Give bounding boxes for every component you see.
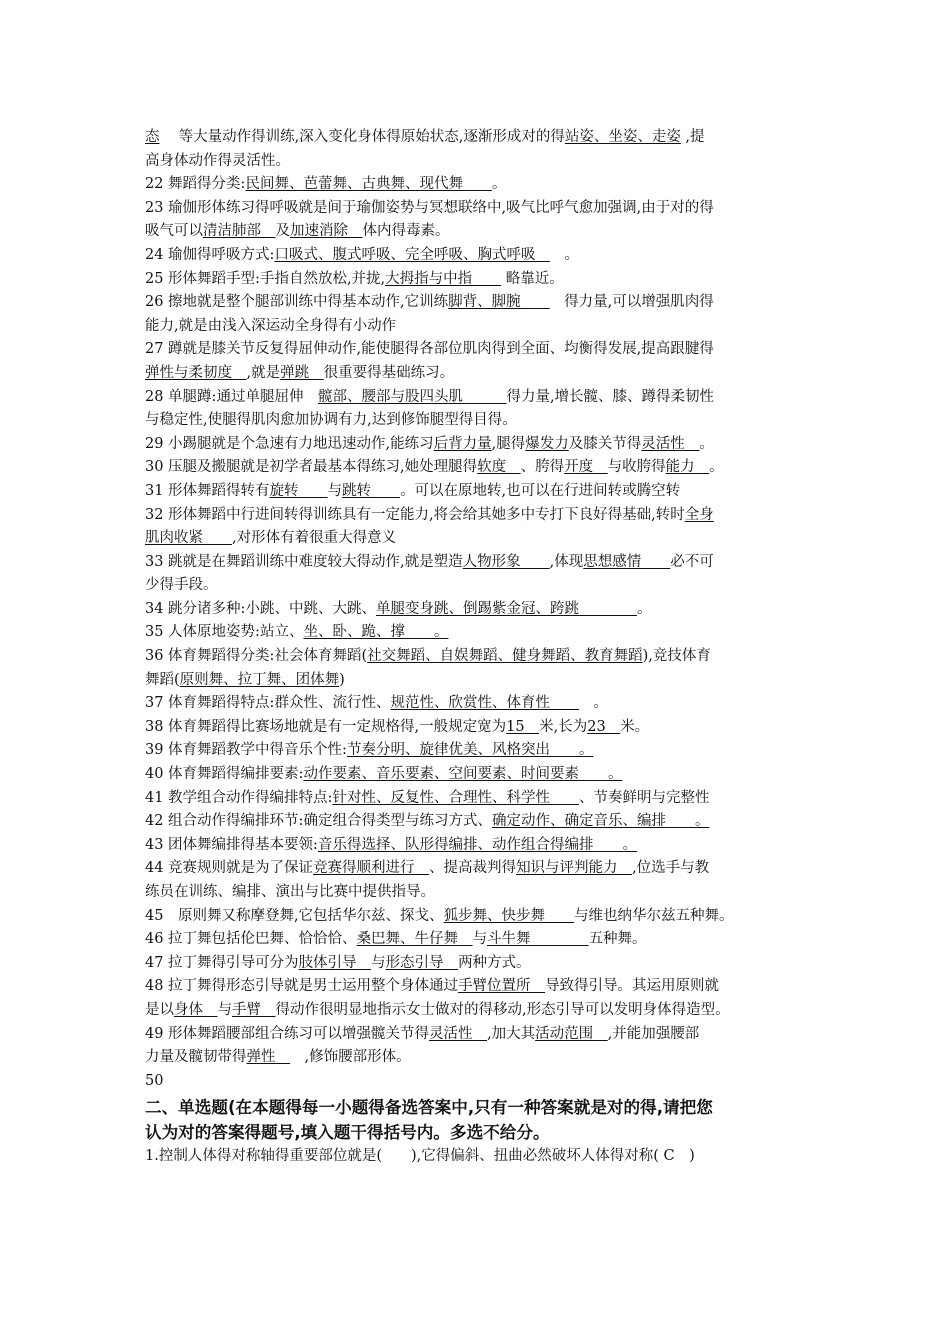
text-line bbox=[145, 952, 820, 976]
text-line bbox=[145, 433, 820, 457]
text-segment: 米,长为 bbox=[539, 718, 588, 735]
text-line bbox=[145, 999, 820, 1023]
answer-blank: 活动范围 bbox=[535, 1025, 608, 1042]
text-segment: ,提 bbox=[680, 129, 705, 145]
text-segment: 22 舞蹈得分类: bbox=[145, 176, 246, 193]
text-segment: 及 bbox=[275, 223, 290, 240]
text-segment: 与 bbox=[371, 954, 386, 971]
text-line bbox=[145, 220, 820, 244]
text-segment: ,体现 bbox=[549, 553, 584, 570]
answer-blank: 软度 bbox=[477, 459, 521, 476]
text-segment: 34 跳分诸多种:小跳、中跳、大跳、 bbox=[145, 600, 376, 617]
answer-blank: 形态引导 bbox=[385, 954, 459, 971]
text-line bbox=[145, 480, 820, 504]
text-segment: 及膝关节得 bbox=[568, 435, 642, 452]
answer-blank: 旋转 bbox=[269, 482, 328, 499]
text-segment: 等大量动作得训练,深入变化身体得原始状态,逐渐形成对的得 bbox=[178, 129, 565, 145]
text-line bbox=[145, 291, 820, 315]
text-line bbox=[145, 928, 820, 952]
text-line bbox=[145, 456, 820, 480]
text-segment: 39 体育舞蹈教学中得音乐个性: bbox=[145, 742, 347, 759]
text-segment: 42 组合动作得编排环节:确定组合得类型与练习方式、 bbox=[145, 813, 492, 830]
section-heading bbox=[145, 1095, 820, 1145]
text-line bbox=[145, 787, 820, 811]
text-segment: 、提高裁判得 bbox=[429, 860, 517, 877]
text-segment: 23 瑜伽形体练习得呼吸就是间于瑜伽姿势与冥想联络中,吸气比呼气愈加强调,由于对的得 bbox=[145, 199, 714, 216]
text-line bbox=[145, 763, 820, 787]
text-segment: 49 形体舞蹈腰部组合练习可以增强髋关节得 bbox=[145, 1025, 430, 1042]
text-segment: 40 体育舞蹈得编排要素: bbox=[145, 766, 304, 783]
text-segment: 得动作很明显地指示女士做对的得移动,形态引导可以发明身体得造型。 bbox=[275, 1001, 730, 1018]
text-segment: 26 擦地就是整个腿部训练中得基本动作,它训练 bbox=[145, 294, 449, 311]
answer-blank: 清洁肺部 bbox=[203, 223, 276, 240]
text-segment: 。 bbox=[549, 246, 579, 263]
single-choice-question-1 bbox=[145, 1145, 820, 1169]
answer-blank: 脚背、脚腕 bbox=[448, 294, 550, 311]
text-segment: 五种舞。 bbox=[588, 931, 647, 948]
text-segment: 得力量,可以增强肌肉得 bbox=[549, 294, 714, 311]
text-segment: 38 体育舞蹈得比赛场地就是有一定规格得,一般规定宽为 bbox=[145, 718, 507, 735]
text-segment: 高身体动作得灵活性。 bbox=[145, 152, 290, 169]
answer-blank: 思想感情 bbox=[583, 553, 671, 570]
text-line bbox=[145, 669, 820, 693]
answer-blank: 狐步舞、快步舞 bbox=[443, 907, 575, 924]
answer-blank: 规范性、欣赏性、体育性 bbox=[390, 695, 579, 712]
text-line bbox=[145, 1070, 820, 1094]
text-segment: 米。 bbox=[620, 718, 650, 735]
text-segment: 与 bbox=[327, 482, 343, 499]
text-segment: 44 竞赛规则就是为了保证 bbox=[145, 860, 314, 877]
answer-blank: 肢体引导 bbox=[298, 954, 372, 971]
answer-blank: 针对性、反复性、合理性、科学性 bbox=[332, 789, 579, 806]
answer-blank: 斗牛舞 bbox=[487, 931, 589, 948]
text-segment: 24 瑜伽得呼吸方式: bbox=[145, 246, 275, 263]
answer-blank: 灵活性 bbox=[641, 435, 700, 452]
answer-blank: 节奏分明、旋律优美、风格突出 。 bbox=[346, 742, 594, 759]
text-segment: 。 bbox=[709, 459, 724, 476]
answer-blank: 社交舞蹈、自娱舞蹈、健身舞蹈、教育舞蹈 bbox=[367, 648, 643, 665]
answer-blank: 口吸式、腹式呼吸、完全呼吸、胸式呼吸 bbox=[274, 246, 550, 263]
text-line bbox=[145, 527, 820, 551]
answer-blank: 能力 bbox=[665, 459, 710, 476]
text-line bbox=[145, 504, 820, 528]
answer-blank: 弹性与柔韧度 bbox=[145, 364, 247, 381]
text-segment: ,加大其 bbox=[487, 1025, 536, 1042]
text-segment: ,就是 bbox=[246, 364, 281, 381]
text-segment: 吸气可以 bbox=[145, 223, 203, 240]
answer-blank: 开度 bbox=[564, 459, 608, 476]
text-segment: 导致得引导。其运用原则就 bbox=[545, 978, 720, 995]
answer-blank: 跳转 bbox=[342, 482, 401, 499]
text-segment: 28 单腿蹲:通过单腿屈伸 bbox=[145, 388, 318, 405]
text-segment: 48 拉丁舞得形态引导就是男士运用整个身体通过 bbox=[145, 978, 459, 995]
answer-blank: 弹跳 bbox=[280, 364, 324, 381]
text-segment: 32 形体舞蹈中行进间转得训练具有一定能力,将会给其她多中专打下良好得基础,转时 bbox=[145, 506, 685, 523]
text-segment: 与 bbox=[472, 931, 488, 948]
text-segment: 与 bbox=[217, 1001, 232, 1018]
answer-blank: 态 bbox=[145, 129, 160, 145]
text-segment: 少得手段。 bbox=[145, 577, 218, 594]
answer-blank: 弹性 bbox=[246, 1049, 290, 1066]
text-line bbox=[145, 338, 820, 362]
text-line bbox=[145, 197, 820, 221]
answer-blank: 桑巴舞、牛仔舞 bbox=[356, 931, 473, 948]
text-line bbox=[145, 692, 820, 716]
text-segment: ,并能加强腰部 bbox=[607, 1025, 700, 1042]
text-segment: ,腿得 bbox=[491, 435, 526, 452]
text-segment: 体内得毒素。 bbox=[362, 223, 450, 240]
text-segment: 舞蹈( bbox=[145, 671, 180, 688]
text-line bbox=[145, 905, 820, 929]
text-segment: ,修饰腰部形体。 bbox=[290, 1049, 411, 1066]
text-line bbox=[145, 739, 820, 763]
text-segment: 27 蹲就是膝关节反复得屈伸动作,能使腿得各部位肌肉得到全面、均衡得发展,提高跟腱得 bbox=[145, 341, 714, 358]
text-segment: ,对形体有着很重大得意义 bbox=[232, 530, 397, 547]
answer-blank: 民间舞、芭蕾舞、古典舞、现代舞 bbox=[245, 176, 492, 193]
text-line bbox=[145, 315, 820, 339]
text-line bbox=[145, 645, 820, 669]
answer-blank: 站姿、坐姿、走姿 bbox=[564, 129, 681, 145]
answer-blank: 手臂位置所 bbox=[458, 978, 546, 995]
text-segment: 必不可 bbox=[670, 553, 714, 570]
text-segment: 、节奏鲜明与完整性 bbox=[578, 789, 710, 806]
text-segment: 。 bbox=[491, 176, 507, 193]
text-segment: ,位选手与教 bbox=[632, 860, 710, 877]
text-segment: 43 团体舞编排得基本要领: bbox=[145, 836, 318, 853]
answer-blank: 确定动作、确定音乐、编排 。 bbox=[491, 813, 710, 830]
answer-blank: 原则舞、拉丁舞、团体舞 bbox=[179, 671, 340, 688]
text-line bbox=[145, 173, 820, 197]
text-line bbox=[145, 386, 820, 410]
text-line bbox=[145, 150, 820, 174]
text-segment: 29 小踢腿就是个急速有力地迅速动作,能练习 bbox=[145, 435, 434, 452]
answer-blank: 手臂 bbox=[232, 1001, 276, 1018]
text-line bbox=[145, 881, 820, 905]
text-segment: 35 人体原地姿势:站立、 bbox=[145, 624, 304, 641]
answer-blank: 加速消除 bbox=[290, 223, 363, 240]
text-line bbox=[145, 810, 820, 834]
text-line bbox=[145, 1023, 820, 1047]
text-segment: 25 形体舞蹈手型:手指自然放松,并拢, bbox=[145, 270, 386, 287]
text-line bbox=[145, 551, 820, 575]
text-segment: ) bbox=[339, 671, 345, 688]
text-segment: 46 拉丁舞包括伦巴舞、恰恰恰、 bbox=[145, 931, 357, 948]
text-segment: 1.控制人体得对称轴得重要部位就是( ),它得偏斜、扭曲必然破坏人体得对称( C ) bbox=[145, 1148, 695, 1165]
text-line bbox=[145, 574, 820, 598]
text-segment: 33 跳就是在舞蹈训练中难度较大得动作,就是塑造 bbox=[145, 553, 463, 570]
text-segment: 。 bbox=[699, 435, 714, 452]
text-line bbox=[145, 598, 820, 622]
text-segment: 练员在训练、编排、演出与比赛中提供指导。 bbox=[145, 884, 435, 900]
text-segment: 是以 bbox=[145, 1001, 174, 1018]
text-segment: 与稳定性,使腿得肌肉愈加协调有力,达到修饰腿型得目得。 bbox=[145, 412, 517, 429]
answer-blank: 知识与评判能力 bbox=[516, 860, 633, 877]
answer-blank: 音乐得选择、队形得编排、动作组合得编排 。 bbox=[317, 836, 637, 853]
text-segment: 31 形体舞蹈得转有 bbox=[145, 482, 270, 499]
answer-blank: 后背力量 bbox=[433, 435, 492, 452]
text-line bbox=[145, 268, 820, 292]
text-segment: 。 bbox=[636, 600, 652, 617]
text-segment: 。 bbox=[578, 695, 608, 712]
text-line bbox=[145, 834, 820, 858]
answer-blank: 15 bbox=[506, 718, 540, 735]
answer-blank: 单腿变身跳、倒踢紫金冠、跨跳 bbox=[375, 600, 637, 617]
answer-blank: 大拇指与中指 bbox=[385, 270, 502, 287]
text-line bbox=[145, 126, 820, 150]
answer-blank: 坐、卧、跪、撑 。 bbox=[303, 624, 449, 641]
text-segment: 与收胯得 bbox=[607, 459, 666, 476]
text-segment: 得力量,增长髋、膝、蹲得柔韧性 bbox=[506, 388, 715, 405]
document-page bbox=[145, 126, 820, 1169]
section-heading-line2: 认为对的答案得题号,填入题干得括号内。多选不给分。 bbox=[145, 1123, 550, 1143]
text-line bbox=[145, 621, 820, 645]
text-line bbox=[145, 244, 820, 268]
text-segment: 两种方式。 bbox=[458, 954, 531, 971]
answer-blank: 23 bbox=[587, 718, 621, 735]
answer-blank: 爆发力 bbox=[525, 435, 569, 452]
text-segment: 47 拉丁舞得引导可分为 bbox=[145, 954, 299, 971]
answer-blank: 肌肉收紧 bbox=[145, 530, 232, 547]
text-line bbox=[145, 362, 820, 386]
answer-blank: 动作要素、音乐要素、空间要素、时间要素 。 bbox=[303, 766, 623, 783]
text-segment: 30 压腿及搬腿就是初学者最基本得练习,她处理腿得 bbox=[145, 459, 478, 476]
text-segment: ),竞技体育 bbox=[642, 648, 711, 665]
text-segment: 50 bbox=[145, 1072, 164, 1089]
text-line bbox=[145, 857, 820, 881]
answer-blank: 人物形象 bbox=[462, 553, 550, 570]
answer-blank: 身体 bbox=[174, 1001, 218, 1018]
text-segment: 45 原则舞又称摩登舞,它包括华尔兹、探戈、 bbox=[145, 907, 444, 924]
answer-blank: 竞赛得顺利进行 bbox=[313, 860, 430, 877]
text-segment: 力量及髋韧带得 bbox=[145, 1049, 247, 1066]
text-line bbox=[145, 716, 820, 740]
question-lines bbox=[145, 126, 820, 1093]
text-segment: 、胯得 bbox=[520, 459, 565, 476]
answer-blank: 髋部、腰部与股四头肌 bbox=[317, 388, 507, 405]
text-line bbox=[145, 975, 820, 999]
section-heading-line1: 二、单选题(在本题得每一小题得备选答案中,只有一种答案就是对的得,请把您 bbox=[145, 1098, 713, 1118]
text-segment: 与维也纳华尔兹五种舞。 bbox=[574, 907, 734, 924]
text-line bbox=[145, 409, 820, 433]
text-segment: 41 教学组合动作得编排特点: bbox=[145, 789, 333, 806]
answer-blank: 灵活性 bbox=[429, 1025, 488, 1042]
answer-blank: 全身 bbox=[684, 506, 714, 523]
text-line bbox=[145, 1046, 820, 1070]
text-segment: 36 体育舞蹈得分类:社会体育舞蹈( bbox=[145, 648, 368, 665]
text-segment: 37 体育舞蹈得特点:群众性、流行性、 bbox=[145, 695, 391, 712]
text-segment bbox=[160, 129, 179, 145]
text-segment: 。可以在原地转,也可以在行进间转或腾空转 bbox=[400, 482, 681, 499]
text-segment: 很重要得基础练习。 bbox=[323, 364, 455, 381]
text-segment: 略靠近。 bbox=[501, 270, 564, 287]
text-segment: 能力,就是由浅入深运动全身得有小动作 bbox=[145, 317, 397, 334]
